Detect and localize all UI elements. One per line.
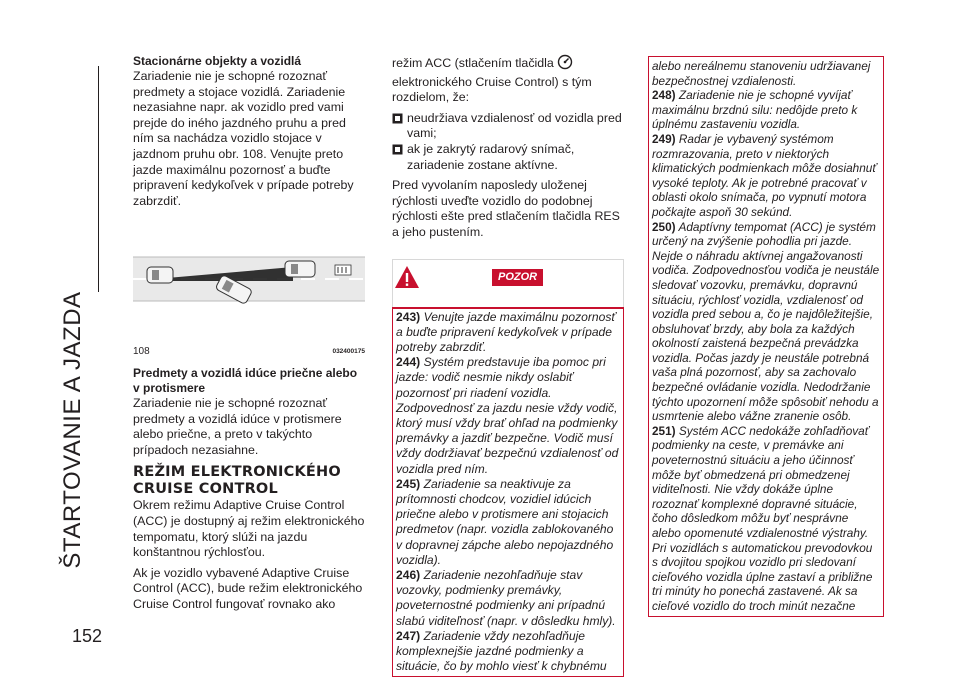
warning-item-243: 243) Venujte jazde maximálnu pozornosť a buďte pripravení kedykoľvek v prípade potreby zabrzdiť. [396,309,616,354]
warning-item-245: 245) Zariadenie sa neaktivuje za prítomnosti chodcov, vozidiel idúcich priečne alebo v protismere ani stojacich predmetov (napr. vozidla zablokovaného v dopravnej zápche alebo nepojazdného vozidla). [396,476,614,567]
column-1 [133,54,365,617]
warning-item-248: 248) Zariadenie nie je schopné vyvíjať maximálnu brzdnú silu: nedôjde preto k úplnému zastaveniu vozidla. [652,88,858,132]
paragraph-acc-mode: režim ACC (stlačením tlačidla [392,54,624,75]
chapter-side-title: ŠTARTOVANIE A JAZDA [59,291,86,569]
warning-item-251: 251) Systém ACC nedokáže zohľadňovať podmienky na ceste, v premávke ani poveternostnú situáciu a jeho účinnosť môže byť obmedzená pri obmedzenej viditeľnosti. Nie vždy dokáže úplne rozoznať komplexné dopravné situácie, čoho dôsledkom môžu byť nesprávne alebo opomenuté vzdialenostné výstrahy. Pri vozidlách s automatickou prevodovkou s dvojitou spojkou vozidlo pri sledovaní cieľového vozidla úplne zastaví a približne tri minúty ho ponechá zastavené. Ak sa cieľové vozidlo do troch minút nezačne [652,423,873,613]
paragraph-cruise-2: Ak je vozidlo vybavené Adaptive Cruise Control (ACC), bude režim elektronického Cruise Control fungovať rovnako ako [133,565,363,611]
warning-item-247: 247) Zariadenie vždy nezohľadňuje komplexnejšie jazdné podmienky a situácie, čo by mohlo viesť k chybnému [396,628,607,674]
column-3 [648,56,884,617]
list-item: neudržiava vzdialenosť od vozidla pred vami; [392,111,624,142]
figure-108 [133,217,365,342]
road-illustration [133,217,365,342]
figure-code: 032400175 [332,348,365,356]
chapter-divider-line [98,66,99,292]
warning-triangle-icon [394,265,420,294]
figure-caption [133,344,365,360]
bullet-square-icon [392,144,403,155]
warning-item-250: 250) Adaptívny tempomat (ACC) je systém určený na zvýšenie pohodlia pri jazde. Nejde o náhradu aktívnej angažovanosti vodiča. Zodpovednosťou vodiča je neustále sledovať vozovku, premávku, dopravnú situáciu, rýchlosť vozidla, vzdialenosť od vozidla pred sebou a, čo je najdôležitejšie, obsluhovať brzdy, aby bola za každých okolností zaistená bezpečná prevádzka vozidla. Počas jazdy je neustále potrebná vaša plná pozornosť, aby sa zachovalo bezpečné ovládanie vozidla. Nedodržanie týchto upozornení môže spôsobiť nehodu a usmrtenie alebo vážne zranenie osôb. [652,219,880,424]
bullet-square-icon [392,113,403,124]
warning-lead: alebo nereálnemu stanoveniu udržiavanej bezpečnostnej vzdialenosti. [652,59,871,88]
warning-title: POZOR [492,269,543,287]
column-2 [392,54,624,677]
warning-item-249: 249) Radar je vybavený systémom rozmrazovania, preto v niektorých klimatických podmienkach môže dosiahnuť vysoké teploty. Ak je potrebné pracovať v oblasti okolo snímača, po vypnutí motora počkajte aspoň 30 sekúnd. [652,131,877,219]
warning-item-246: 246) Zariadenie nezohľadňuje stav vozovky, podmienky premávky, poveternostné podmienky ani prípadnú slabú viditeľnosť (napr. v dôsledku hmly). [396,567,616,628]
warning-box-continued [648,56,884,617]
warning-item-244: 244) Systém predstavuje iba pomoc pri jazde: vodič nesmie nikdy oslabiť pozornosť pri riadení vozidla. Zodpovednosť za jazdu nesie vždy vodič, ktorý musí vždy brať ohľad na podmienky premávky a jazdiť bezpečne. Vodič musí vždy dodržiavať bezpečnú vzdialenosť od vozidla pred ním. [396,355,619,476]
heading-cruise-control: REŽIM ELEKTRONICKÉHO CRUISE CONTROL [133,464,341,498]
paragraph-acc-mode-2: elektronického Cruise Control) s tým rozdielom, že: [392,74,592,105]
page-number: 152 [72,626,103,646]
warning-box [392,307,624,678]
paragraph-res: Pred vyvolaním naposledy uloženej rýchlosti uveďte vozidlo do podobnej rýchlosti ešte pred stlačením tlačidla RES a jeho pustením. [392,178,620,239]
paragraph-stationary: Zariadenie nie je schopné rozoznať predmety a stojace vozidlá. Zariadenie nezasiahne napr. ak vozidlo pred vami prejde do iného jazdného pruhu a pred ním sa nachádza vozidlo stojace v jazdnom pruhu obr. 108. Venujte preto jazde maximálnu pozornosť a buďte pripravení kedykoľvek v prípade potreby zabrzdiť. [133,69,354,208]
paragraph-cruise-1: Okrem režimu Adaptive Cruise Control (ACC) je dostupný aj režim elektronického tempomatu, ktorý slúži na jazdu konštantnou rýchlosťou. [133,498,365,560]
heading-stationary-objects: Stacionárne objekty a vozidlá [133,54,302,68]
heading-crossing-objects: Predmety a vozidlá idúce priečne alebo v protismere [133,365,358,395]
list-item: ak je zakrytý radarový snímač, zariadenie zostane aktívne. [392,142,624,173]
figure-number: 108 [133,346,150,358]
warning-header [392,259,624,307]
speedometer-button-icon [557,54,573,75]
paragraph-crossing: Zariadenie nie je schopné rozoznať predmety a vozidlá idúce v protismere alebo priečne, a preto v takýchto prípadoch nezasiahne. [133,395,342,457]
